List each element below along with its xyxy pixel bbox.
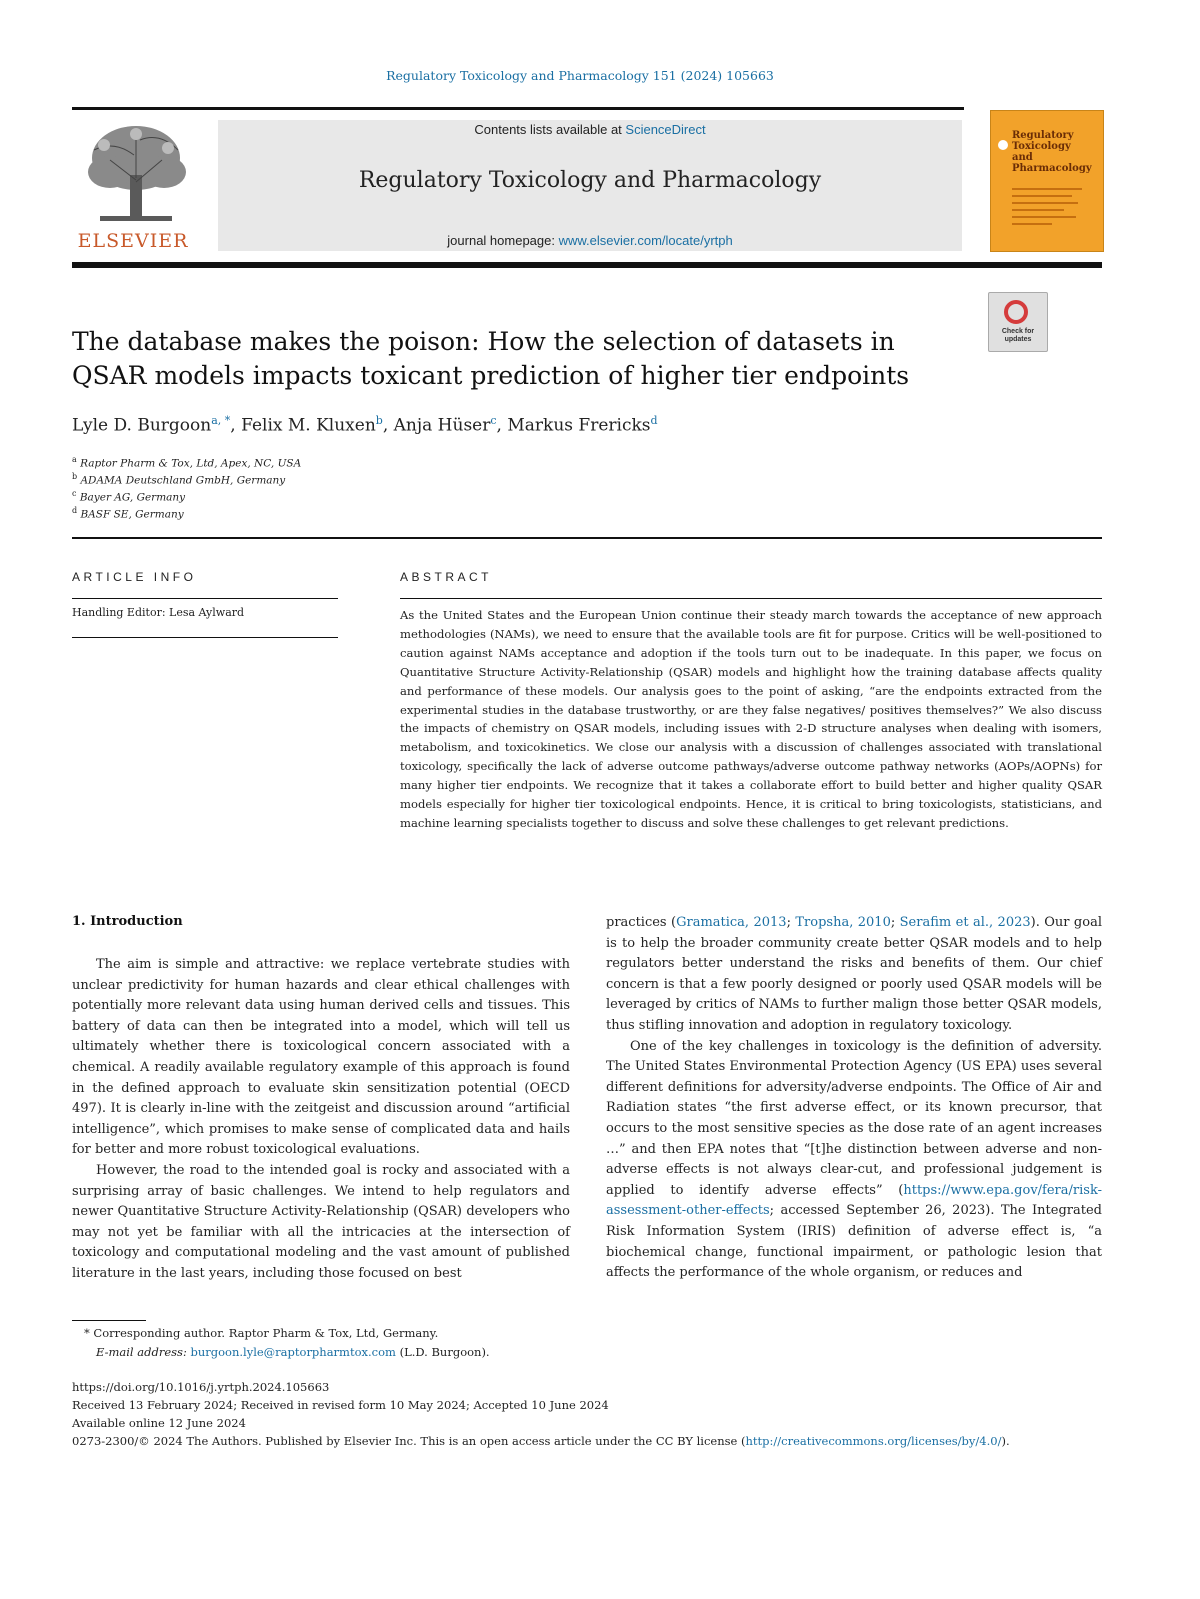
journal-name: Regulatory Toxicology and Pharmacology [358, 168, 822, 193]
author-name[interactable]: Felix M. Kluxen [241, 415, 376, 436]
license-text: 0273-2300/© 2024 The Authors. Published by Elsevier Inc. This is an open access article under the CC BY license ( [72, 1434, 746, 1448]
cover-emblem-icon [998, 140, 1008, 150]
email-suffix: (L.D. Burgoon). [399, 1345, 490, 1359]
author-separator: , [230, 415, 242, 436]
cover-text-lines [1012, 188, 1087, 230]
license-link[interactable]: http://creativecommons.org/licenses/by/4.0/ [745, 1434, 1002, 1448]
contents-prefix: Contents lists available at [474, 122, 626, 137]
section-rule [72, 537, 1102, 539]
license-suffix: ). [1001, 1434, 1010, 1448]
affiliation-marker: d [72, 506, 78, 515]
text-run: practices ( [606, 915, 677, 930]
header-rule-thick [72, 262, 1102, 268]
body-paragraph [606, 1037, 1102, 1284]
affiliation-text: ADAMA Deutschland GmbH, Germany [80, 474, 286, 487]
available-online: Available online 12 June 2024 [72, 1416, 246, 1430]
doi-link[interactable]: https://doi.org/10.1016/j.yrtph.2024.105663 [72, 1380, 330, 1394]
abstract-heading: ABSTRACT [400, 570, 493, 584]
email-link[interactable]: burgoon.lyle@raptorpharmtox.com [190, 1345, 396, 1359]
reference-link[interactable]: Tropsha, 2010 [795, 915, 891, 930]
article-title: The database makes the poison: How the selection of datasets in QSAR models impacts toxicant prediction of higher tier endpoints [72, 327, 910, 390]
affiliation-text: BASF SE, Germany [80, 508, 184, 521]
footnote-text: Corresponding author. Raptor Pharm & Tox, Ltd, Germany. [93, 1326, 439, 1340]
author-name[interactable]: Lyle D. Burgoon [72, 415, 212, 436]
article-info-rule [72, 598, 338, 599]
affiliation-text: Raptor Pharm & Tox, Ltd, Apex, NC, USA [80, 457, 302, 470]
cover-title: Regulatory Toxicology and Pharmacology [1012, 130, 1092, 174]
journal-citation[interactable]: Regulatory Toxicology and Pharmacology 151 (2024) 105663 [386, 68, 774, 83]
epa-link[interactable]: https://www.epa.gov/fera/risk-assessment-other-effects [606, 1182, 1102, 1219]
badge-label: Check for updates [1001, 328, 1035, 343]
affiliation-marker: b [72, 472, 78, 481]
header-rule [72, 107, 964, 110]
affiliation [72, 489, 185, 504]
footnote-rule [72, 1320, 146, 1321]
email-note [96, 1345, 490, 1359]
handling-editor: Handling Editor: Lesa Aylward [72, 606, 245, 619]
updates-icon [1004, 300, 1028, 324]
article-info-heading: ARTICLE INFO [72, 570, 197, 584]
affiliation-marker: c [72, 489, 77, 498]
elsevier-tree-logo [80, 120, 192, 228]
left-column [72, 955, 570, 1285]
affiliation-marker: a [72, 455, 77, 464]
body-paragraph: practices (Gramatica, 2013; Tropsha, 2010; Serafim et al., 2023). Our goal is to help the broader community create better QSAR models and to help regulators better understand the risks and benefits of them. Our chief concern is that a few poorly designed or poorly used QSAR models will be leveraged by critics of NAMs to further malign those better QSAR models, thus stifling innovation and adoption in regulatory toxicology. [606, 915, 1102, 1033]
affiliation [72, 472, 285, 487]
text-run: One of the key challenges in toxicology is the definition of adversity. The United States Environmental Protection Agency (US EPA) uses several different definitions for adversity/adverse endpoints. The Office of Air and Radiation states “the first adverse effect, or its known precursor, that occurs to the most sensitive species as the dose rate of an agent increases …” and then EPA notes that “[t]he distinction between adverse and non-adverse effects is not always clear-cut, and professional judgement is applied to identify adverse effects” ( [606, 1038, 1102, 1198]
corresponding-author-note [84, 1326, 438, 1340]
article-info-rule-bottom [72, 637, 338, 638]
author-affiliation-marker[interactable]: b [375, 414, 383, 427]
reference-link[interactable]: Serafim et al., 2023 [899, 915, 1031, 930]
footnote-marker: * [84, 1326, 90, 1340]
author-list [72, 414, 658, 436]
publisher-logo-text: ELSEVIER [77, 230, 189, 252]
author-name[interactable]: Markus Frericks [507, 415, 651, 436]
contents-line [218, 122, 962, 137]
homepage-prefix: journal homepage: [447, 233, 559, 248]
abstract-rule [400, 598, 1102, 599]
homepage-link[interactable]: www.elsevier.com/locate/yrtph [558, 233, 733, 248]
abstract-text: As the United States and the European Union continue their steady march towards the acceptance of new approach methodologies (NAMs), we need to ensure that the available tools are fit for purpose. Critics will be well-positioned to caution against NAMs acceptance and adoption if the tools turn out to be inadequate. In this paper, we focus on Quantitative Structure Activity-Relationship (QSAR) models and highlight how the training database affects quality and performance of these models. Our analysis goes to the point of asking, “are the endpoints extracted from the experimental studies in the database trustworthy, or are they false negatives/ positives themselves?” We also discuss the impacts of chemistry on QSAR models, including issues with 2-D structure analyses when dealing with isomers, metabolism, and toxicokinetics. We close our analysis with a discussion of challenges associated with translational toxicology, specifically the lack of adverse outcome pathways/adverse outcome pathway networks (AOPs/AOPNs) for many higher tier endpoints. We recognize that it takes a collaborate effort to build better and higher quality QSAR models especially for higher tier toxicological endpoints. Hence, it is critical to bring toxicologists, statisticians, and machine learning specialists together to discuss and solve these challenges to get relevant predictions. [400, 608, 1102, 830]
affiliation [72, 506, 184, 521]
right-column [606, 913, 1102, 1284]
text-run: ; accessed September 26, 2023). The Integrated Risk Information System (IRIS) definition of adverse effect is, “a biochemical change, functional impairment, or pathologic lesion that affects the performance of the whole organism, or reduces and [606, 1203, 1102, 1281]
author-name[interactable]: Anja Hüser [393, 415, 491, 436]
affiliation [72, 455, 301, 470]
affiliation-text: Bayer AG, Germany [79, 491, 186, 504]
section-heading-introduction: 1. Introduction [72, 914, 183, 929]
author-separator: , [496, 415, 508, 436]
text-run: ). Our goal is to help the broader community create better QSAR models and to help regulators better understand the risks and benefits of them. Our chief concern is that a few poorly designed or poorly used QSAR models will be leveraged by critics of NAMs to further malign those better QSAR models, thus stifling innovation and adoption in regulatory toxicology. [606, 915, 1102, 1033]
received-dates: Received 13 February 2024; Received in revised form 10 May 2024; Accepted 10 June 2024 [72, 1398, 609, 1412]
sciencedirect-link[interactable]: ScienceDirect [625, 122, 706, 137]
author-affiliation-marker[interactable]: d [650, 414, 658, 427]
body-paragraph: However, the road to the intended goal is rocky and associated with a surprising array of basic challenges. We intend to help regulators and newer Quantitative Structure Activity-Relationship (QSAR) developers who may not yet be familiar with all the intricacies at the intersection of toxicology and computational modeling and the vast amount of published literature in the last years, including those focused on best [72, 1162, 570, 1281]
author-affiliation-marker[interactable]: a, * [211, 414, 231, 427]
journal-homepage [218, 233, 962, 248]
email-label: E-mail address: [96, 1345, 187, 1359]
author-separator: , [382, 415, 394, 436]
license-line [72, 1434, 1010, 1448]
body-paragraph: The aim is simple and attractive: we replace vertebrate studies with unclear predictivity for human hazards and clear ethical challenges with potentially more relevant data using human derived cells and tissues. This battery of data can then be integrated into a model, which will tell us ultimately whether there is toxicological concern associated with a chemical. A readily available regulatory example of this approach is found in the defined approach to evaluate skin sensitization potential (OECD 497). It is clearly in-line with the zeitgeist and discussion around “artificial intelligence”, which promises to make sense of complicated data and hails for better and more robust toxicological evaluations. [72, 957, 570, 1158]
reference-link[interactable]: Gramatica, 2013 [676, 915, 787, 930]
author-affiliation-marker[interactable]: c [490, 414, 497, 427]
